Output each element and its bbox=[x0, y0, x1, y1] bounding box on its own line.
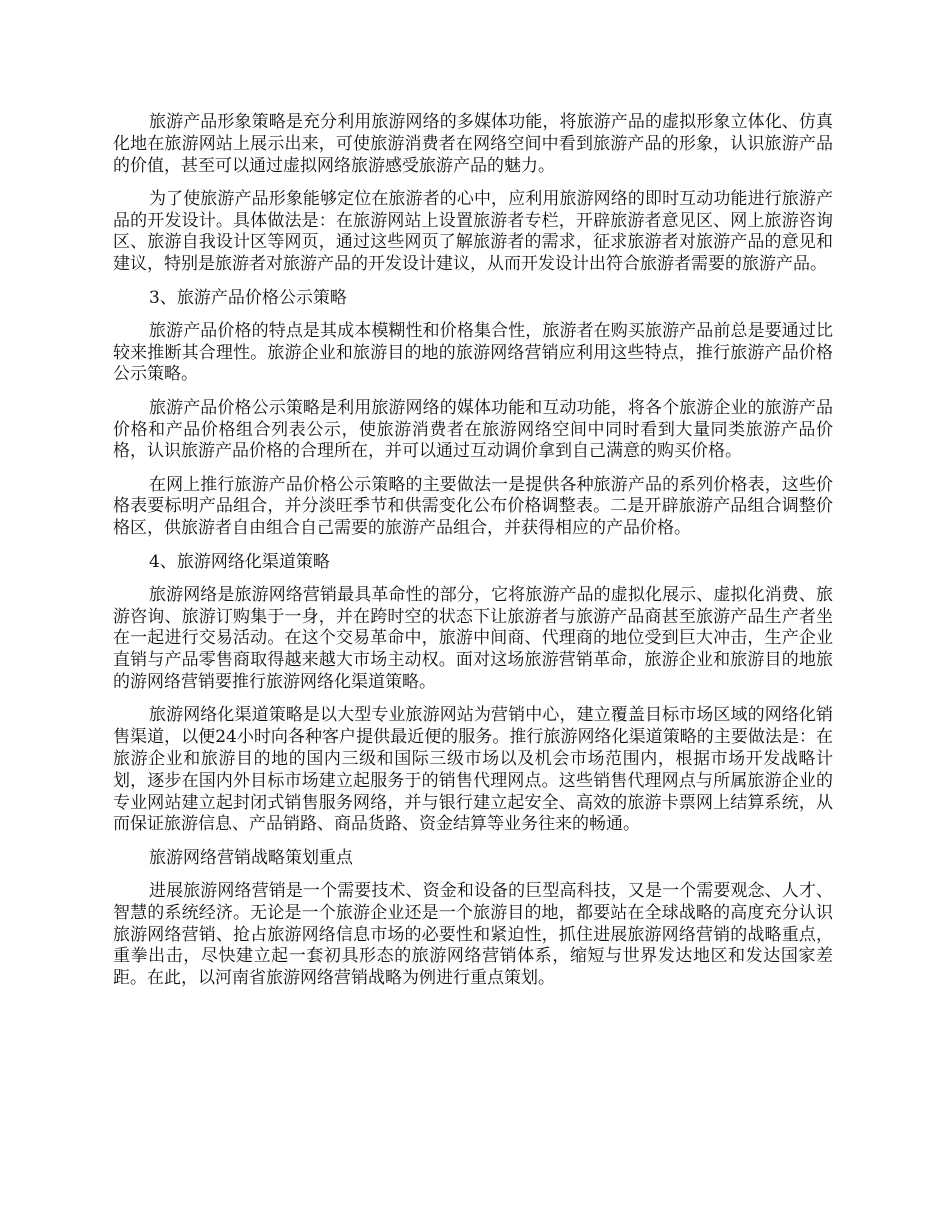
paragraph: 进展旅游网络营销是一个需要技术、资金和设备的巨型高科技，又是一个需要观念、人才、智慧的系统经济。无论是一个旅游企业还是一个旅游目的地，都要站在全球战略的高度充分认识旅游网络营销、抢占旅游网络信息市场的必要性和紧迫性，抓住进展旅游网络营销的战略重点，重拳出击，尽快建立起一套初具形态的旅游网络营销体系，缩短与世界发达地区和发达国家差距。在此，以河南省旅游网络营销战略为例进行重点策划。 bbox=[113, 880, 833, 989]
section-heading: 4、旅游网络化渠道策略 bbox=[149, 551, 330, 572]
paragraph: 旅游网络是旅游网络营销最具革命性的部分，它将旅游产品的虚拟化展示、虚拟化消费、旅游咨询、旅游订购集于一身，并在跨时空的状态下让旅游者与旅游产品商甚至旅游产品生产者坐在一起进行交易活动。在这个交易革命中，旅游中间商、代理商的地位受到巨大冲击，生产企业直销与产品零售商取得越来越大市场主动权。面对这场旅游营销革命，旅游企业和旅游目的地旅的游网络营销要推行旅游网络化渠道策略。 bbox=[113, 584, 833, 693]
paragraph: 为了使旅游产品形象能够定位在旅游者的心中，应利用旅游网络的即时互动功能进行旅游产品的开发设计。具体做法是：在旅游网站上设置旅游者专栏，开辟旅游者意见区、网上旅游咨询区、旅游自我设计区等网页，通过这些网页了解旅游者的需求，征求旅游者对旅游产品的意见和建议，特别是旅游者对旅游产品的开发设计建议，从而开发设计出符合旅游者需要的旅游产品。 bbox=[113, 188, 833, 275]
section-heading: 3、旅游产品价格公示策略 bbox=[149, 287, 347, 308]
paragraph: 旅游网络化渠道策略是以大型专业旅游网站为营销中心，建立覆盖目标市场区域的网络化销售渠道，以便24小时向各种客户提供最近便的服务。推行旅游网络化渠道策略的主要做法是：在旅游企业和旅游目的地的国内三级和国际三级市场以及机会市场范围内，根据市场开发战略计划，逐步在国内外目标市场建立起服务于的销售代理网点。这些销售代理网点与所属旅游企业的专业网站建立起封闭式销售服务网络，并与银行建立起安全、高效的旅游卡票网上结算系统，从而保证旅游信息、产品销路、商品货路、资金结算等业务往来的畅通。 bbox=[113, 705, 833, 835]
section-heading: 旅游网络营销战略策划重点 bbox=[149, 847, 353, 868]
paragraph: 旅游产品价格公示策略是利用旅游网络的媒体功能和互动功能，将各个旅游企业的旅游产品价格和产品价格组合列表公示，使旅游消费者在旅游网络空间中同时看到大量同类旅游产品价格，认识旅游产品价格的合理所在，并可以通过互动调价拿到自己满意的购买价格。 bbox=[113, 397, 833, 462]
paragraph: 旅游产品形象策略是充分利用旅游网络的多媒体功能，将旅游产品的虚拟形象立体化、仿真化地在旅游网站上展示出来，可使旅游消费者在网络空间中看到旅游产品的形象，认识旅游产品的价值，甚至可以通过虚拟网络旅游感受旅游产品的魅力。 bbox=[113, 112, 833, 176]
document-body bbox=[113, 112, 833, 1001]
paragraph: 旅游产品价格的特点是其成本模糊性和价格集合性，旅游者在购买旅游产品前总是要通过比较来推断其合理性。旅游企业和旅游目的地的旅游网络营销应利用这些特点，推行旅游产品价格公示策略。 bbox=[113, 320, 833, 385]
paragraph: 在网上推行旅游产品价格公示策略的主要做法一是提供各种旅游产品的系列价格表，这些价格表要标明产品组合，并分淡旺季节和供需变化公布价格调整表。二是开辟旅游产品组合调整价格区，供旅游者自由组合自己需要的旅游产品组合，并获得相应的产品价格。 bbox=[113, 474, 833, 539]
